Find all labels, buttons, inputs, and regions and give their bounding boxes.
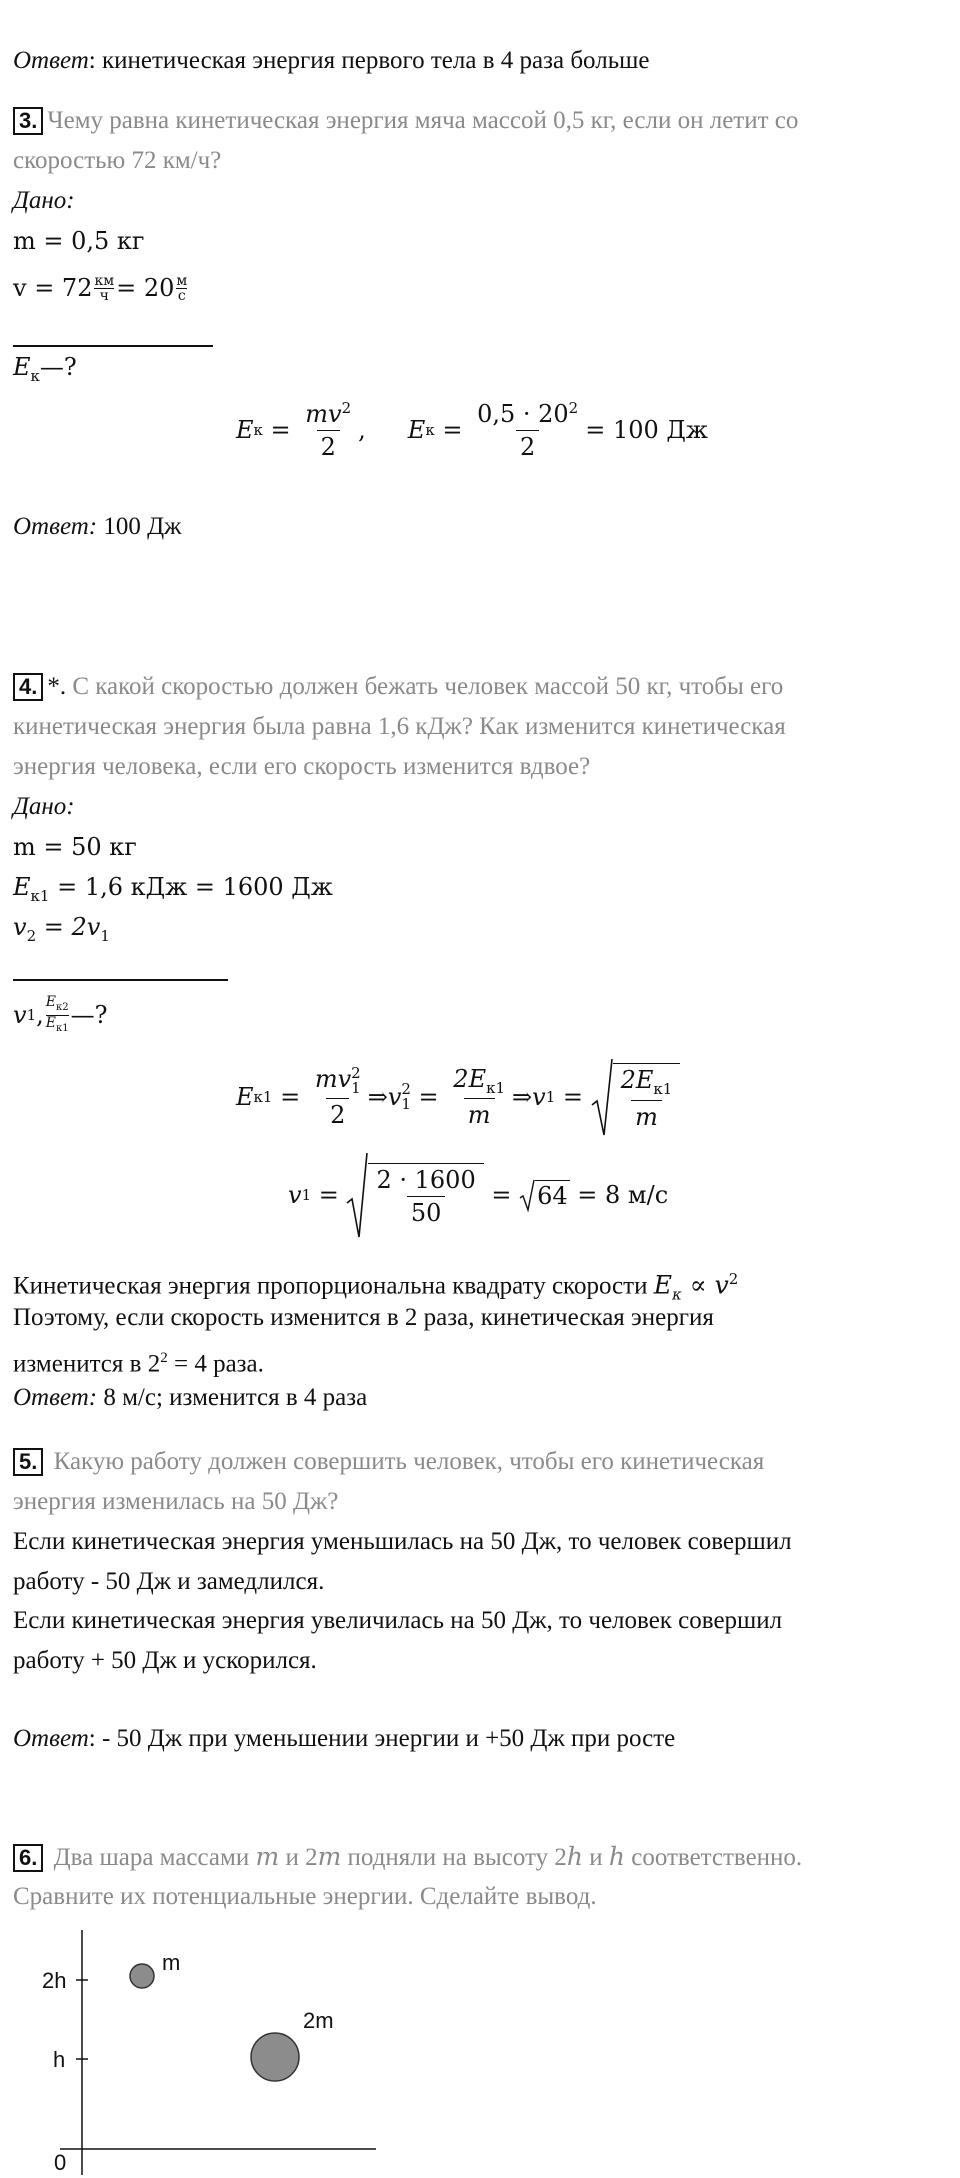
eq-fraction-2 (449, 1065, 509, 1130)
problem-3-question-line-1 (13, 106, 798, 136)
formula2-fraction (473, 399, 582, 461)
energy-sub: к1 (30, 886, 50, 905)
explanation-text: Кинетическая энергия пропорциональна квадрату скорости (13, 1272, 654, 1300)
formula2-result: = 100 Дж (585, 416, 708, 444)
fraction-den: m (464, 1098, 495, 1129)
eq-e-sub: к1 (253, 1088, 273, 1106)
problem-number: 3. (13, 107, 43, 135)
fraction-sup: 2 (568, 399, 579, 417)
root-fraction (368, 1163, 483, 1227)
given-velocity-ratio (13, 912, 110, 951)
tick-label-2h: 2h (42, 1968, 67, 1993)
eq-v: v (387, 1083, 402, 1111)
implies-arrow: ⇒ (367, 1083, 388, 1111)
given-energy (13, 872, 333, 911)
proportional-tail: ∝ v (681, 1270, 729, 1300)
answer-label: Ответ: (13, 513, 98, 540)
problem-5-answer (13, 1724, 675, 1754)
question-text: Какую работу должен совершить человек, чтобы его кинетическая (47, 1448, 765, 1475)
question-math: h (566, 1842, 583, 1871)
problem-4-formula-1: E к1 = mv 2 1 2 ⇒ v 2 1 = $\frac{2E_{к1}}{m}$ ⇒ v 1 = $\frac{2E_{к1}}{m}$ (236, 1055, 680, 1139)
radical-sign-icon (591, 1057, 613, 1137)
implies-arrow: ⇒ (512, 1083, 533, 1111)
find-sub: к (30, 366, 40, 385)
unit-num: км (94, 272, 115, 289)
eq-v-sup: 2 (401, 1080, 411, 1098)
question-text: соответственно. (624, 1844, 803, 1871)
question-text: Два шара массами (47, 1844, 256, 1871)
root-value: 64 (537, 1182, 568, 1210)
eq-v1: v (288, 1181, 302, 1209)
ball-m (130, 1964, 154, 1988)
fraction-num: 2E (620, 1066, 654, 1095)
square-root (346, 1151, 483, 1239)
find-v-sub: 1 (26, 1006, 37, 1024)
answer-label: Ответ (13, 47, 89, 74)
previous-answer (13, 46, 649, 76)
fraction-sup: 2 (341, 399, 352, 417)
answer-label: Ответ: (13, 1384, 98, 1411)
velocity-sub2: 1 (100, 926, 110, 945)
fraction-den: m (631, 1100, 662, 1131)
ball-2m (251, 2033, 299, 2081)
velocity-sub: 2 (26, 926, 37, 945)
fraction-den: 2 (516, 430, 539, 461)
unit-den: с (177, 287, 186, 304)
unit-den: ч (94, 288, 114, 303)
explanation-tail: = 4 раза. (167, 1350, 264, 1378)
proportional-sup: 2 (728, 1270, 739, 1288)
find-quantities (13, 990, 107, 1040)
explanation-text: изменится в 2 (13, 1350, 161, 1378)
square-root (591, 1057, 681, 1137)
tick-label-h: h (53, 2047, 66, 2072)
question-text: и (582, 1844, 609, 1871)
velocity-symbol: v (13, 913, 27, 941)
problem-6-question-line-1 (13, 1842, 802, 1873)
problem-number: 4. (13, 673, 43, 701)
find-tail: —? (70, 1001, 108, 1029)
ball-m-label: m (162, 1950, 181, 1975)
question-text: и 2 (279, 1844, 318, 1871)
solution-line-3: Если кинетическая энергия увеличилась на 50 Дж, то человек совершил (13, 1607, 783, 1634)
find-ratio (46, 995, 69, 1036)
given-velocity (13, 262, 189, 314)
solution-line-4: работу + 50 Дж и ускорился. (13, 1647, 317, 1674)
problem-3-formula: E к = $\frac{mv^2}{2}$ , E к = $\frac{0,5 \cdot 20^2}{2}$ = 100 Дж (236, 399, 708, 461)
unit-num: м (176, 272, 188, 289)
find-comma: , (36, 1001, 44, 1029)
velocity-mid: = 20 (116, 274, 175, 302)
ratio-num-sub: к2 (55, 1001, 69, 1013)
fraction-sup: 2 (351, 1063, 361, 1082)
explanation-sup: 2 (160, 1350, 168, 1366)
fraction-den: 50 (407, 1196, 446, 1227)
problem-number: 6. (13, 1844, 43, 1872)
tick-label-0: 0 (54, 2150, 67, 2175)
question-math: m (317, 1842, 342, 1871)
answer-text: 8 м/с; изменится в 4 раза (97, 1384, 368, 1411)
fraction-den: 2 (326, 1098, 349, 1129)
fraction-num: 0,5 · 20 (477, 400, 569, 428)
problem-5-question-line-2: энергия изменилась на 50 Дж? (13, 1488, 339, 1515)
question-text: Чему равна кинетическая энергия мяча массой 0,5 кг, если он летит со (47, 107, 799, 134)
eq-fraction-1 (311, 1065, 365, 1129)
problem-4-answer (13, 1383, 367, 1413)
question-text: С какой скоростью должен бежать человек массой 50 кг, чтобы его (66, 673, 784, 700)
unit-ms (176, 274, 187, 303)
eq-v-sub: 1 (401, 1095, 411, 1113)
given-label: Дано: (13, 793, 75, 820)
proportional-e: E (653, 1270, 672, 1300)
eq-v1: v (532, 1083, 546, 1111)
fraction-num: 2E (453, 1064, 487, 1093)
solution-line-1: Если кинетическая энергия уменьшилась на 50 Дж, то человек совершил (13, 1528, 792, 1555)
unit-kmh (94, 274, 114, 303)
problem-4-question-line-3: энергия человека, если его скорость изменится вдвое? (13, 753, 591, 780)
formula-sub: к (253, 421, 263, 439)
ratio-den-sub: к1 (55, 1022, 69, 1034)
eq-e: E (236, 1083, 254, 1111)
fraction-sub: к1 (486, 1078, 506, 1097)
ratio-num: E (45, 993, 56, 1010)
formula2-lhs: E (407, 416, 426, 444)
velocity-mid: = 2v (36, 913, 101, 941)
explanation-line-2: Поэтому, если скорость изменится в 2 раза, кинетическая энергия (13, 1304, 714, 1331)
find-v: v (13, 1001, 27, 1029)
problem-3-answer (13, 512, 181, 542)
radical-sign-icon (519, 1178, 535, 1212)
problem-4-question-line-2: кинетическая энергия была равна 1,6 кДж? Как изменится кинетическая (13, 713, 786, 740)
proportional-e-sub: κ (671, 1285, 682, 1304)
answer-text: : кинетическая энергия первого тела в 4 раза больше (88, 47, 650, 74)
energy-rhs: = 1,6 кДж = 1600 Дж (49, 873, 333, 901)
eq-v1-sub: 1 (301, 1186, 312, 1204)
ball-2m-label: 2m (303, 2008, 334, 2033)
root-fraction (613, 1063, 681, 1131)
given-label: Дано: (13, 187, 75, 214)
formula-comma: , (358, 416, 366, 444)
formula-lhs: E (236, 416, 254, 444)
formula2-sub: к (425, 421, 435, 439)
solution-line-2: работу - 50 Дж и замедлился. (13, 1568, 325, 1595)
fraction-num: mv (314, 1065, 352, 1094)
velocity-lhs: v = 72 (13, 274, 93, 302)
given-mass: m = 0,5 кг (13, 227, 145, 255)
fraction-num: mv (305, 400, 342, 428)
eq-result: = 8 м/с (577, 1181, 669, 1209)
formula-fraction (301, 399, 355, 461)
fraction-sub: к1 (653, 1079, 673, 1098)
given-mass: m = 50 кг (13, 833, 137, 861)
find-quantity (13, 352, 77, 391)
fraction-num: 2 · 1600 (376, 1166, 476, 1194)
question-math: m (255, 1842, 280, 1871)
answer-text: 100 Дж (97, 513, 182, 540)
problem-6-question-line-2: Сравните их потенциальные энергии. Сделайте вывод. (13, 1883, 597, 1910)
question-text: подняли на высоту 2 (341, 1844, 567, 1871)
problem-number: 5. (13, 1448, 43, 1476)
ratio-den: E (45, 1014, 56, 1031)
fraction-den: 2 (317, 430, 340, 461)
explanation-line-3 (13, 1343, 264, 1379)
equals-sign: = (491, 1181, 512, 1209)
problem-3-question-line-2: скоростью 72 км/ч? (13, 147, 222, 174)
problem-4-question-line-1 (13, 672, 783, 702)
height-diagram (0, 1900, 400, 2178)
answer-label: Ответ (13, 1725, 89, 1752)
problem-5-question-line-1 (13, 1447, 764, 1477)
given-divider (13, 345, 213, 347)
radical-sign-icon (346, 1151, 368, 1239)
fraction-sub: 1 (351, 1078, 361, 1097)
eq-v1-sub: 1 (545, 1088, 556, 1106)
star-mark: *. (47, 673, 67, 700)
find-symbol: E (13, 353, 31, 381)
given-divider (13, 979, 228, 981)
question-math: h (608, 1842, 625, 1871)
problem-4-formula-2: v 1 = $\frac{2 \cdot 1600}{50}$ = 64 = 8 м/с (288, 1150, 668, 1240)
answer-text: : - 50 Дж при уменьшении энергии и +50 Дж при росте (88, 1725, 676, 1752)
find-tail: —? (39, 353, 77, 381)
square-root-small (519, 1178, 570, 1212)
energy-symbol: E (13, 873, 31, 901)
